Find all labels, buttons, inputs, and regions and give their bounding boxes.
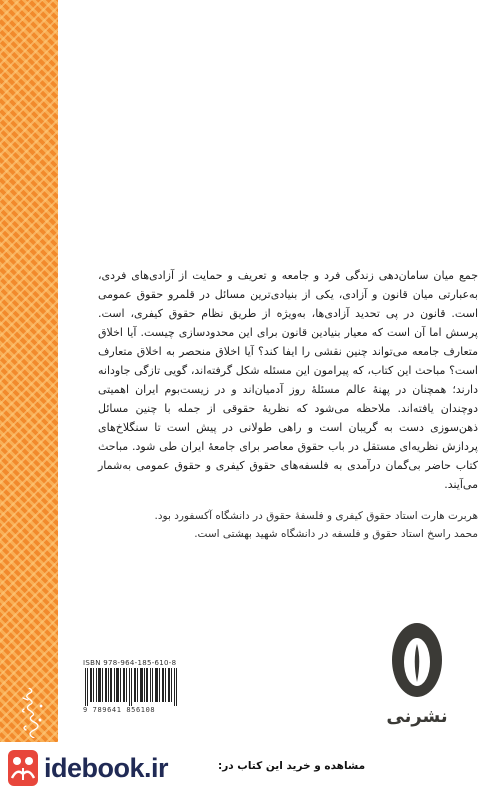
author-bio-rasekh: محمد راسخ استاد حقوق و فلسفه در دانشگاه شهید بهشتی است. — [194, 528, 478, 540]
book-spine-pattern — [0, 0, 58, 800]
publisher-seed-icon — [389, 620, 445, 700]
spine-handwriting-logo — [2, 688, 56, 738]
idebook-site-name[interactable]: idebook.ir — [44, 752, 169, 783]
idebook-banner[interactable] — [0, 742, 498, 800]
barcode-number: 9 789641 856108 — [83, 706, 156, 714]
publisher-logo — [384, 620, 450, 730]
author-bio-hart: هربرت هارت استاد حقوق کیفری و فلسفهٔ حقوق در دانشگاه آکسفورد بود. — [154, 510, 478, 522]
author-bios — [98, 507, 478, 543]
isbn-barcode — [83, 658, 183, 716]
idebook-logo[interactable] — [6, 746, 168, 790]
back-cover-blurb: جمع میان سامان‌دهی زندگی فرد و جامعه و تعریف و حمایت از آزادی‌های فردی، به‌عبارتی میان قانون و آزادی، یکی از بنیادی‌ترین مسائل در قلمرو حقوق عمومی است. قانون در پی تحدید آزادی‌ها، به‌ویژه از طریق نظام حقوق کیفری، است. پرسش اما آن است که معیار بنیادین قانون برای این محدودسازی چیست. آیا اخلاق متعارف جامعه می‌تواند چنین نقشی را ایفا کند؟ آیا اخلاق منحصر به اخلاق متعارف است؟ مباحث این کتاب، که پیرامون این مسئله شکل گرفته‌اند، گویی تازگی جاودانه دارند؛ همچنان در پهنهٔ عالم مسئلهٔ روز آدمیان‌اند و در زیست‌بوم ایران اهمیتی دوچندان یافته‌اند. ملاحظه می‌شود که نظریهٔ حقوقی از جمله با چنین مسائل ذهن‌سوزی دست به گریبان است و راهی طولانی در پیش است تا سنگلاخ‌های پردازش نظریه‌ای مستقل در باب حقوق معاصر برای جامعهٔ ایران طی شود. مباحث کتاب حاضر بی‌گمان درآمدی به فلسفه‌های حقوق کیفری و حقوق عمومی به‌شمار می‌آیند. — [98, 269, 478, 491]
barcode-icon — [83, 668, 183, 706]
isbn-text: ISBN 978-964-185-610-8 — [83, 659, 177, 667]
banner-cta-text: مشاهده و خرید این کتاب در: — [218, 760, 366, 772]
publisher-name: نشرنی — [386, 706, 448, 727]
idebook-hands-icon — [6, 748, 40, 788]
